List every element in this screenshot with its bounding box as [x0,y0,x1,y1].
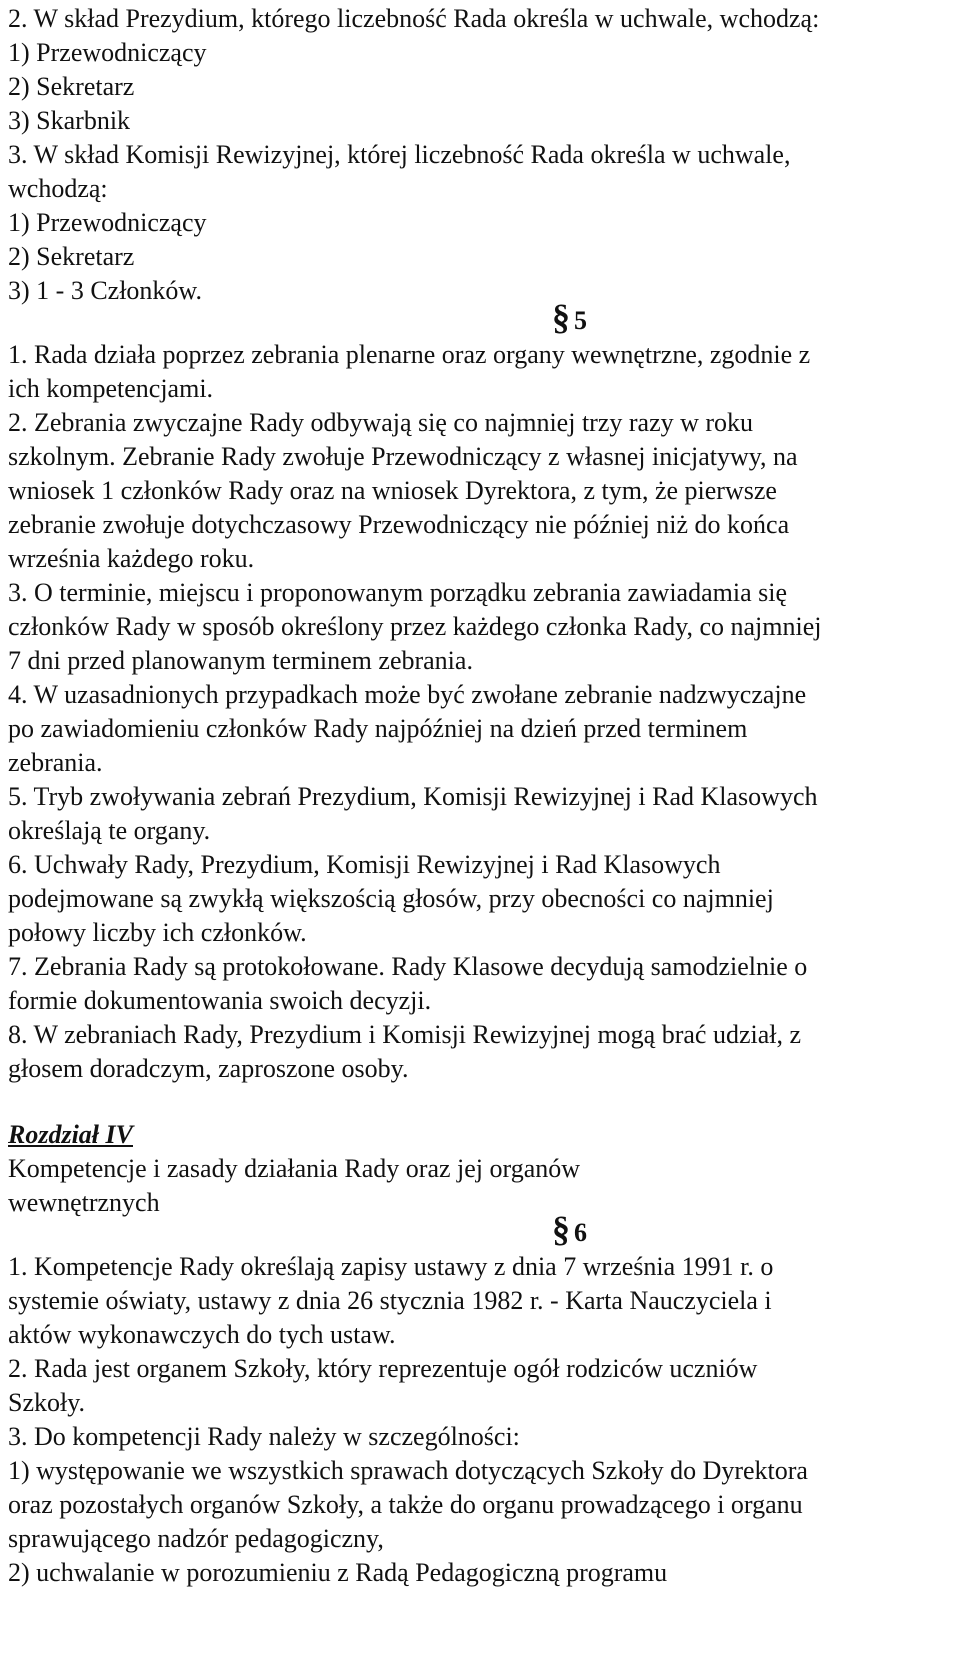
text-line: zebranie zwołuje dotychczasowy Przewodniczący nie później niż do końca [8,510,790,539]
text-line: głosem doradczym, zaproszone osoby. [8,1054,409,1083]
text-line: 1) Przewodniczący [8,38,207,67]
text-line: oraz pozostałych organów Szkoły, a także do organu prowadzącego i organu [8,1490,803,1519]
text-line: szkolnym. Zebranie Rady zwołuje Przewodniczący z własnej inicjatywy, na [8,442,798,471]
text-line: sprawującego nadzór pedagogiczny, [8,1524,384,1553]
text-line: połowy liczby ich członków. [8,918,307,947]
text-line: września każdego roku. [8,544,255,573]
text-line: 2) Sekretarz [8,72,135,101]
text-line: aktów wykonawczych do tych ustaw. [8,1320,396,1349]
text-line: 3. W skład Komisji Rewizyjnej, której liczebność Rada określa w uchwale, [8,140,791,169]
text-line: 2. W skład Prezydium, którego liczebność Rada określa w uchwale, wchodzą: [8,4,820,33]
section-number: 5 [574,306,587,335]
text-line: 5. Tryb zwoływania zebrań Prezydium, Komisji Rewizyjnej i Rad Klasowych [8,782,818,811]
text-line: formie dokumentowania swoich decyzji. [8,986,432,1015]
text-line: ich kompetencjami. [8,374,214,403]
section-number: 6 [574,1218,587,1247]
text-line: Szkoły. [8,1388,86,1417]
text-line: 2. Zebrania zwyczajne Rady odbywają się co najmniej trzy razy w roku [8,408,754,437]
text-line: określają te organy. [8,816,211,845]
text-line: systemie oświaty, ustawy z dnia 26 stycznia 1982 r. - Karta Nauczyciela i [8,1286,772,1315]
text-line: podejmowane są zwykłą większością głosów, przy obecności co najmniej [8,884,774,913]
text-line: 1. Kompetencje Rady określają zapisy ustawy z dnia 7 września 1991 r. o [8,1252,774,1281]
chapter-title: Rozdział IV [8,1120,133,1149]
text-line: zebrania. [8,748,103,777]
text-line: 7 dni przed planowanym terminem zebrania. [8,646,473,675]
text-line: po zawiadomieniu członków Rady najpóźniej na dzień przed terminem [8,714,748,743]
text-line: 2) Sekretarz [8,242,135,271]
section-symbol: § [552,1209,570,1249]
chapter-subtitle-line: Kompetencje i zasady działania Rady oraz jej organów [8,1154,581,1183]
text-line: 3. O terminie, miejscu i proponowanym porządku zebrania zawiadamia się [8,578,788,607]
text-line: 1. Rada działa poprzez zebrania plenarne oraz organy wewnętrzne, zgodnie z [8,340,811,369]
section-symbol: § [552,297,570,337]
text-line: 1) Przewodniczący [8,208,207,237]
text-line: 2) uchwalanie w porozumieniu z Radą Pedagogiczną programu [8,1558,668,1587]
text-line: 3) 1 - 3 Członków. [8,276,203,305]
text-line: 6. Uchwały Rady, Prezydium, Komisji Rewizyjnej i Rad Klasowych [8,850,721,879]
text-line: 4. W uzasadnionych przypadkach może być zwołane zebranie nadzwyczajne [8,680,807,709]
section-heading-5 [552,297,587,338]
section-heading-6 [552,1209,587,1250]
text-line: wniosek 1 członków Rady oraz na wniosek Dyrektora, z tym, że pierwsze [8,476,777,505]
text-line: wchodzą: [8,174,108,203]
chapter-subtitle-line: wewnętrznych [8,1188,160,1217]
text-line: członków Rady w sposób określony przez każdego członka Rady, co najmniej [8,612,822,641]
text-line: 3) Skarbnik [8,106,131,135]
text-line: 8. W zebraniach Rady, Prezydium i Komisji Rewizyjnej mogą brać udział, z [8,1020,802,1049]
text-line: 2. Rada jest organem Szkoły, który reprezentuje ogół rodziców uczniów [8,1354,758,1383]
text-line: 1) występowanie we wszystkich sprawach dotyczących Szkoły do Dyrektora [8,1456,808,1485]
text-line: 3. Do kompetencji Rady należy w szczególności: [8,1422,520,1451]
text-line: 7. Zebrania Rady są protokołowane. Rady Klasowe decydują samodzielnie o [8,952,808,981]
